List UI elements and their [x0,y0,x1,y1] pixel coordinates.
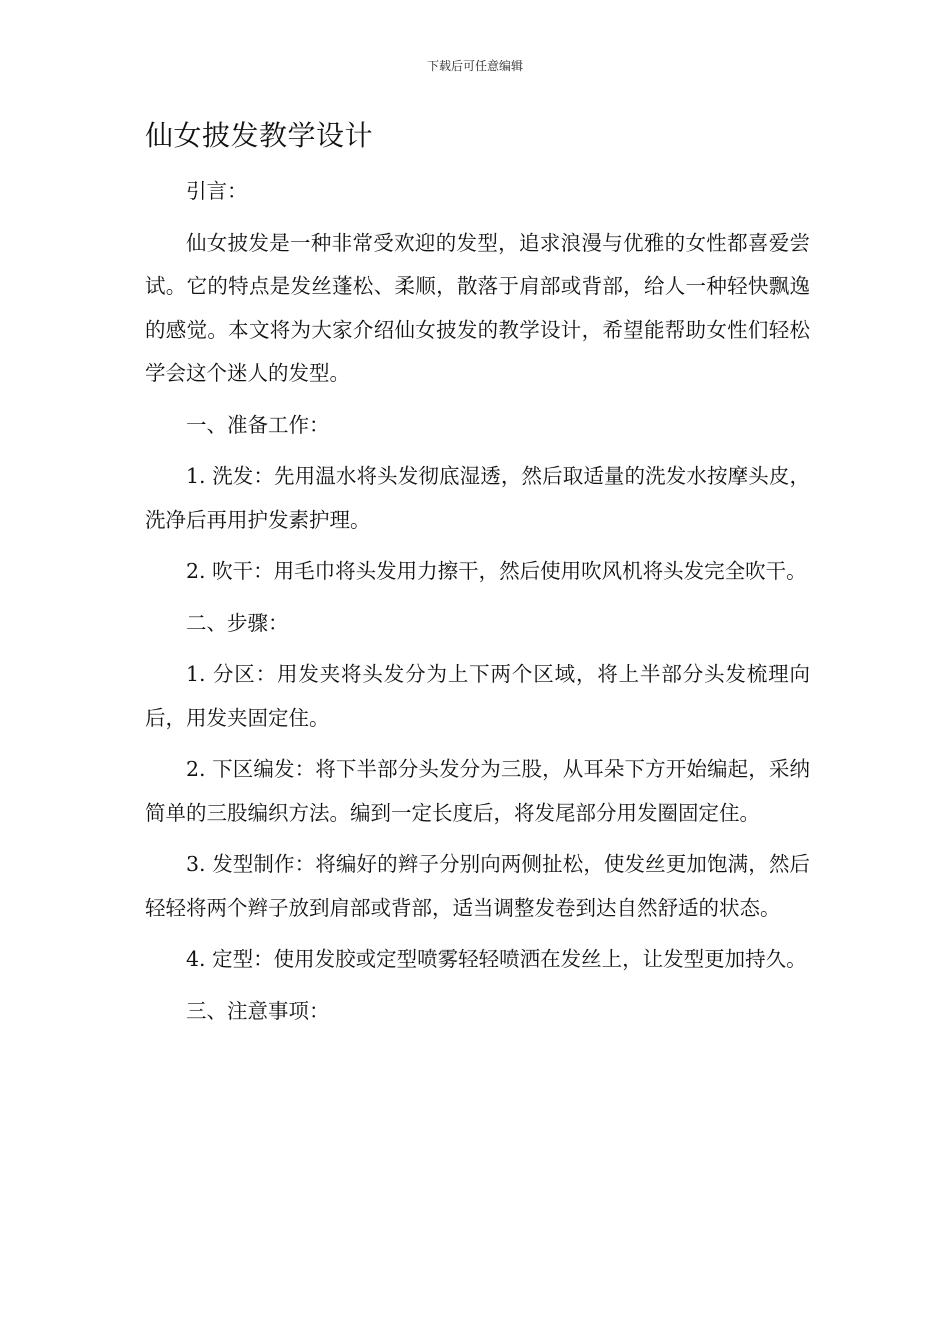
section-heading-notes: 三、注意事项： [186,998,330,1023]
paragraph-intro: 仙女披发是一种非常受欢迎的发型，追求浪漫与优雅的女性都喜爱尝试。它的特点是发丝蓬松、柔顺，散落于肩部或背部，给人一种轻快飘逸的感觉。本文将为大家介绍仙女披发的教学设计，希望能帮助女性们轻松学会这个迷人的发型。 [145,230,810,385]
document-title: 仙女披发教学设计 [145,119,374,152]
document-body [145,170,810,1041]
paragraph-dry: 2. 吹干：用毛巾将头发用力擦干，然后使用吹风机将头发完全吹干。 [186,559,807,583]
section-heading-preparation: 一、准备工作： [186,412,330,437]
header-note: 下载后可任意编辑 [426,59,523,73]
paragraph-intro-heading: 引言： [186,179,248,203]
paragraph-styling: 3. 发型制作：将编好的辫子分别向两侧扯松，使发丝更加饱满，然后轻轻将两个辫子放到肩部或背部，适当调整发卷到达自然舒适的状态。 [145,852,810,920]
section-heading-steps: 二、步骤： [186,610,289,635]
paragraph-setting: 4. 定型：使用发胶或定型喷雾轻轻喷洒在发丝上，让发型更加持久。 [186,947,807,971]
paragraph-braid: 2. 下区编发：将下半部分头发分为三股，从耳朵下方开始编起，采纳简单的三股编织方法。编到一定长度后，将发尾部分用发圈固定住。 [145,757,810,825]
paragraph-section: 1. 分区：用发夹将头发分为上下两个区域，将上半部分头发梳理向后，用发夹固定住。 [145,662,810,730]
paragraph-wash: 1. 洗发：先用温水将头发彻底湿透，然后取适量的洗发水按摩头皮，洗净后再用护发素护理。 [145,464,810,532]
